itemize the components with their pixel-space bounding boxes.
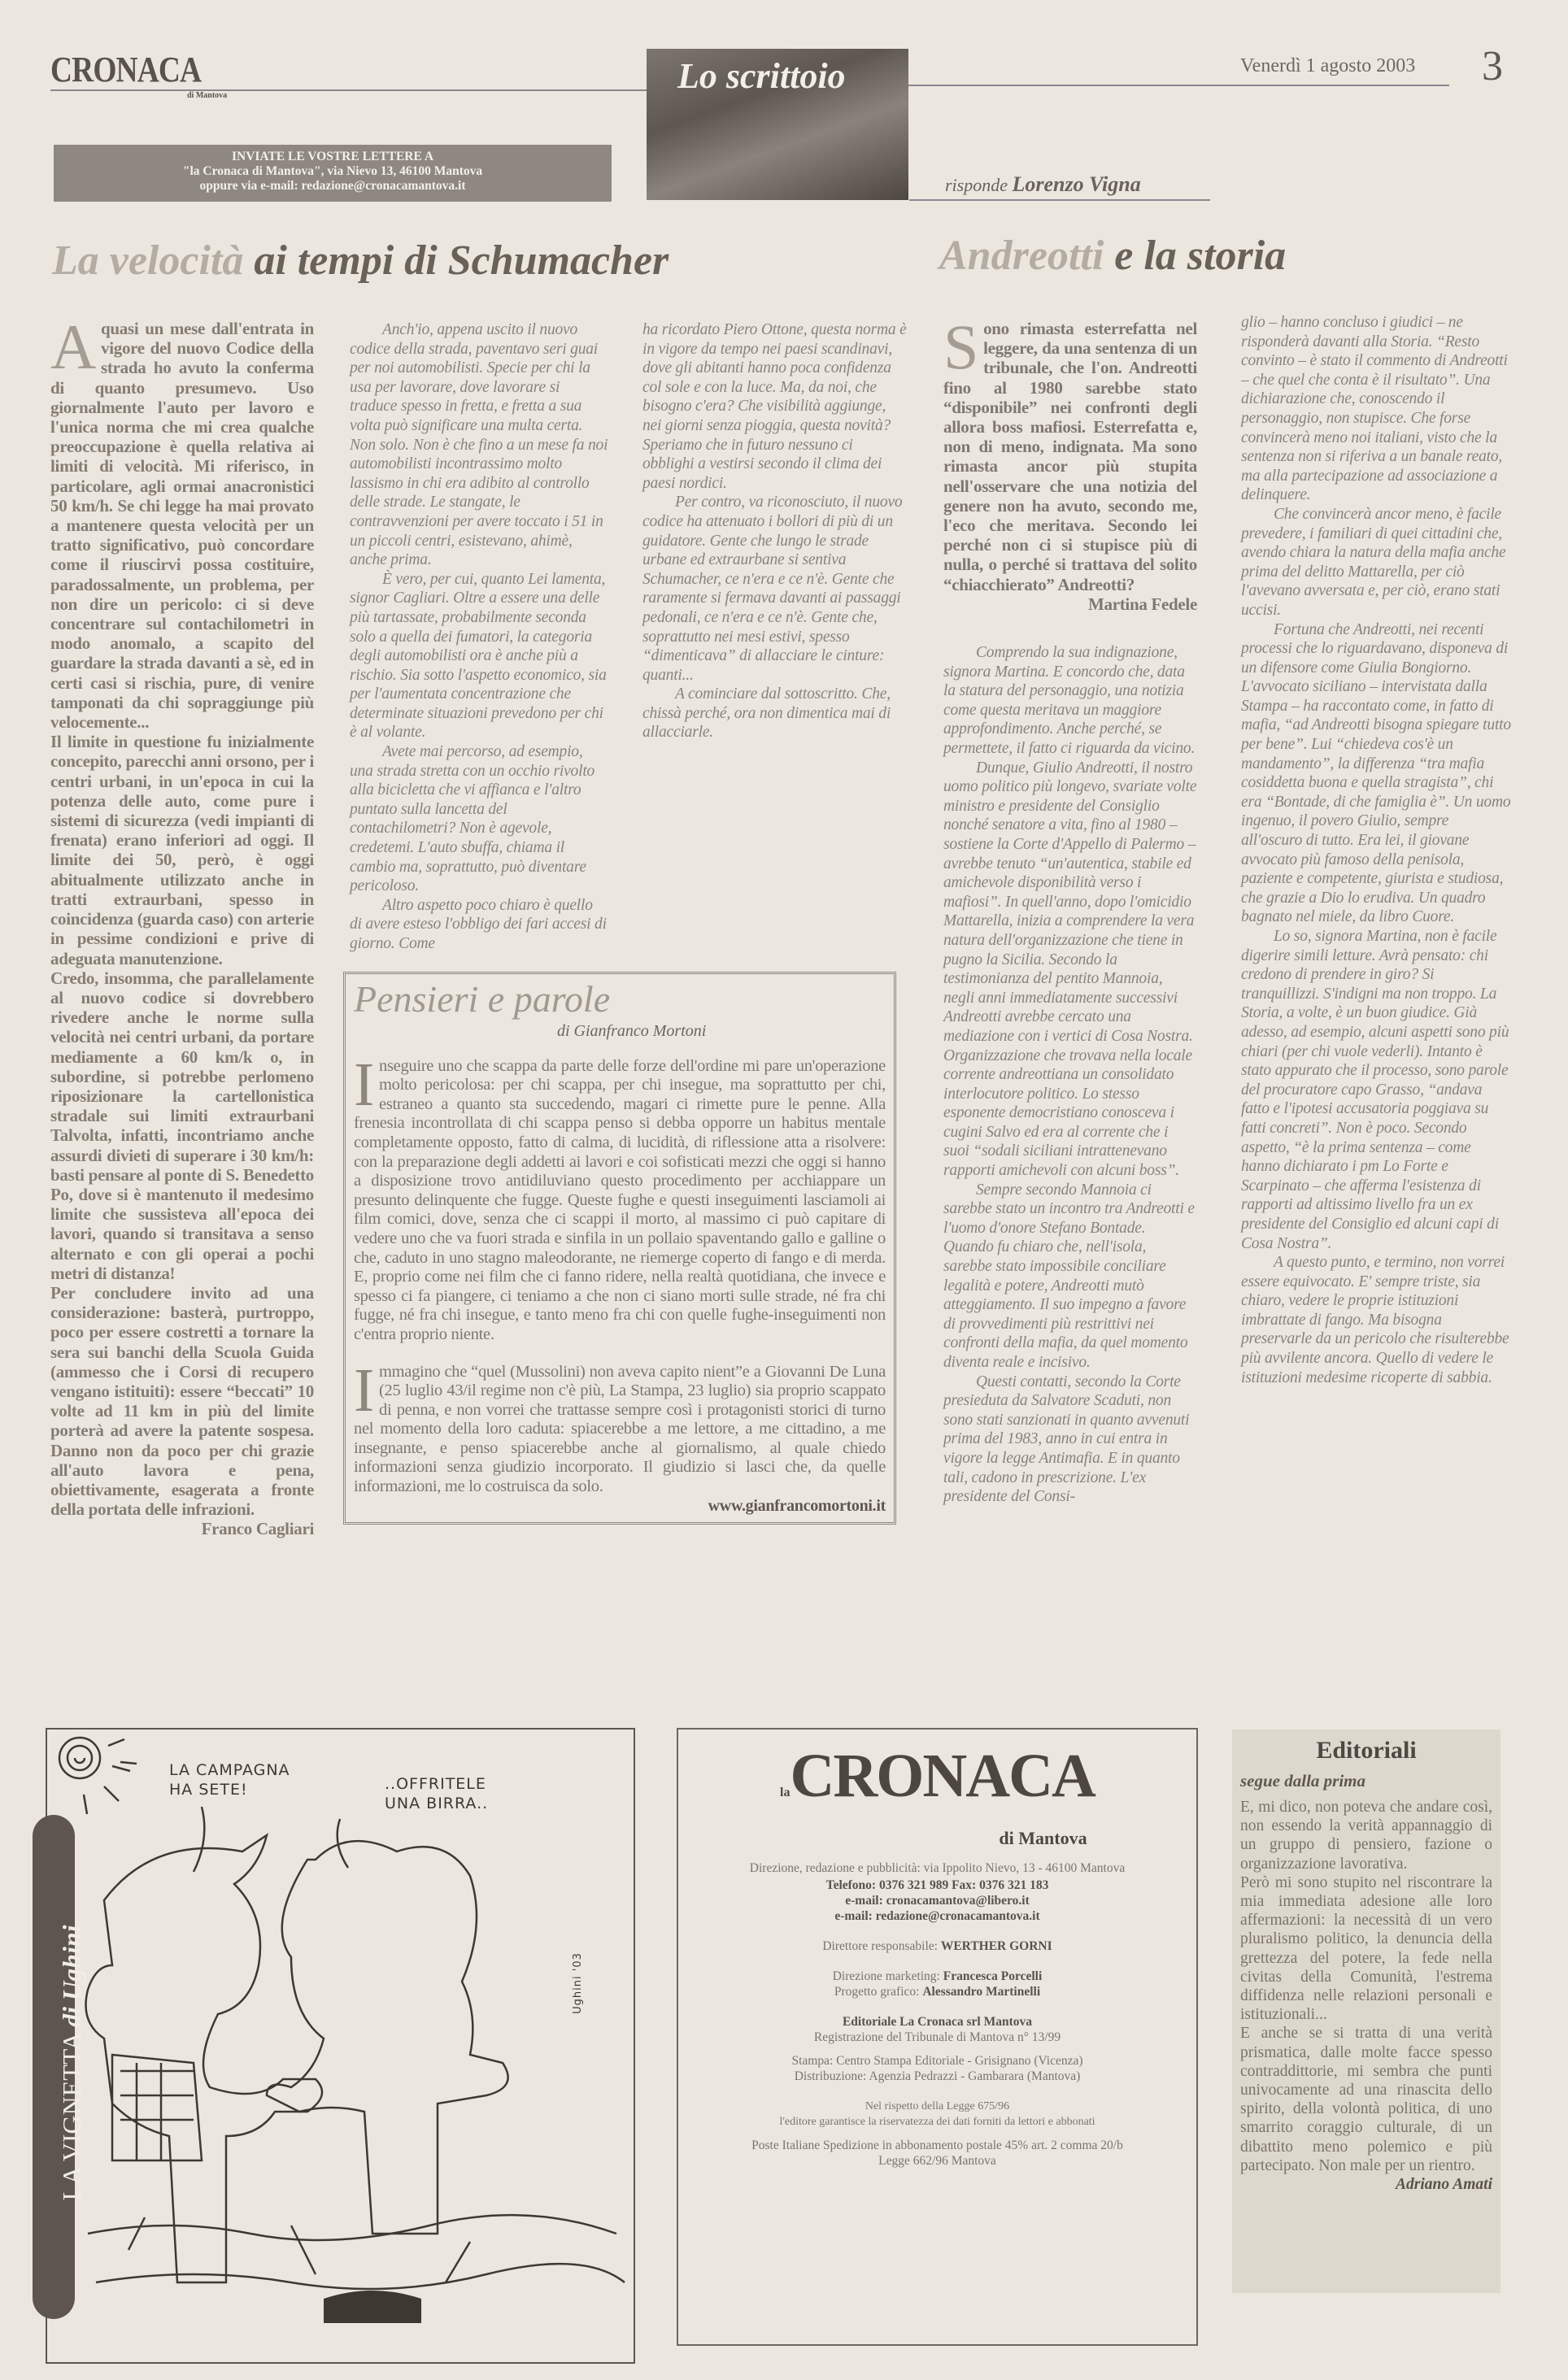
logo-prefix: la bbox=[780, 1786, 791, 1799]
drop-cap: I bbox=[354, 1050, 375, 1119]
columnist-name: Lorenzo Vigna bbox=[1012, 172, 1141, 196]
headline-rest: ai tempi di Schumacher bbox=[254, 237, 669, 284]
registration: Registrazione del Tribunale di Mantova n° 13/99 bbox=[813, 2030, 1061, 2044]
printer: Stampa: Centro Stampa Editoriale - Grisignano (Vicenza) bbox=[791, 2054, 1083, 2068]
reply-speed-col2 bbox=[642, 320, 908, 742]
cracked-ground bbox=[88, 2215, 625, 2289]
header-rule-right bbox=[908, 85, 1449, 86]
letter-fedele bbox=[943, 311, 1197, 614]
reply-andreotti-col2 bbox=[1241, 313, 1513, 1387]
speech-line: HA SETE! bbox=[169, 1781, 248, 1799]
reply-paragraph: A questo punto, e termino, non vorrei essere equivocato. E' sempre triste, sia chiaro, vedere le proprie istituzioni imbrattate di fango. Ma bisogna preservarle da un pericolo che risulterebbe più avvilente ancora. Quello di vedere le istituzioni medesime ricoperte di sabbia. bbox=[1241, 1254, 1509, 1386]
drop-cap: A bbox=[50, 311, 97, 382]
editorial-paragraph: Però mi sono stupito nel riscontrare la mia immediata adesione alle loro affermazioni: la necessità di un vero pluralismo politico, la denuncia della grettezza del potere, la fede nella civitas della Comunità, l'estrema diffidenza nelle relazioni personali e istituzionali... bbox=[1240, 1873, 1492, 2024]
letter-signature: Martina Fedele bbox=[1087, 594, 1197, 614]
marketing-name: Francesca Porcelli bbox=[943, 1969, 1043, 1983]
headline-rest: e la storia bbox=[1114, 233, 1287, 279]
editorial-paragraph: E, mi dico, non poteva che andare così, non essendo la verità appannaggio di un gruppo di pensiero, fazione o organizzazione lavorativa. bbox=[1240, 1799, 1492, 1873]
headline-light: La velocità bbox=[52, 237, 244, 284]
box-byline: di Gianfranco Mortoni bbox=[557, 1021, 707, 1040]
reply-paragraph: Che convincerà ancor meno, è facile prevedere, i familiari di quei cittadini che, avendo chiara la natura della mafia anche prima del delitto Mattarella, per ciò l'avevano avversata e, per ciò, erano stati uccisi. bbox=[1241, 505, 1506, 619]
credit-rule bbox=[909, 199, 1210, 201]
director-label: Direttore responsabile: bbox=[822, 1939, 938, 1953]
privacy-notice: l'editore garantisce la riservatezza dei dati forniti da lettori e abbonati bbox=[779, 2116, 1095, 2128]
graphic-name: Alessandro Martinelli bbox=[922, 1985, 1041, 1999]
speech-line: LA CAMPAGNA bbox=[169, 1761, 290, 1779]
masthead-address: Direzione, redazione e pubblicità: via Ippolito Nievo, 13 - 46100 Mantova bbox=[749, 1861, 1126, 1875]
cartoon-label bbox=[57, 1811, 86, 2315]
box-paragraph: nseguire uno che scappa da parte delle forze dell'ordine mi pare un'operazione molto pericolosa: per chi scappa, per chi insegue, ma soprattutto per chi, estraneo a quanto sta succedendo, magari ci rimette pure le penne. Alla frenesia incontrollata di chi scappa penso si debba opporre un habitus mentale completamente opposto, fatto di calma, di lucidità, di riflessione atta a risolvere: con la preparazione degli addetti ai lavori e coi sofisticati mezzi che oggi si hanno a disposizione trovo antidiluviano questo procedimento per acchiappare un presunto delinquente che fugge. Queste fughe e questi inseguimenti lasciamoli ai film comici, dove, senza che ci scappi il morto, al massimo ci può capitare di vedere uno che va fuori strada e sinfila in un pollaio spaventando gallo e galline o che, caduto in uno stagno maleodorante, ne riemerge coperto di fango e di merda. E, proprio come nei film che ci fanno ridere, nella realtà quotidiana, che invece e spesso ci fa piangere, ci teniamo a che non ci siano morti sulle strade, né fra chi fugge, né fra chi insegue, e tanto meno fra chi con quelle fughe-inseguimenti non c'entra proprio niente. bbox=[354, 1056, 886, 1343]
section-header-photo bbox=[647, 49, 908, 200]
marketing-label: Direzione marketing: bbox=[832, 1969, 940, 1983]
speech-line: UNA BIRRA.. bbox=[385, 1795, 489, 1812]
reply-speed-col1 bbox=[350, 320, 608, 954]
speech-bubble-man bbox=[385, 1774, 488, 1813]
andreotti-column-flow bbox=[943, 311, 1197, 1507]
send-letters-line: INVIATE LE VOSTRE LETTERE A bbox=[231, 150, 434, 163]
director-name: WERTHER GORNI bbox=[940, 1939, 1052, 1953]
reply-paragraph: Lo so, signora Martina, non è facile digerire simili letture. Avrà pensato: chi credono di prendere in giro? Si tranquillizzi. S'indigni ma non troppo. La Storia, a volte, è un buon giudice. Già adesso, ad esempio, alcuni aspetti sono più chiari (per chi vuole vederli). Intanto è stato appurato che il processo, sono parole del procuratore capo Grasso, “andava fatto e l'ipotesi accusatoria poggiava su fatti concreti”. Non è poco. Secondo aspetto, “è la prima sentenza – come hanno dichiarato i pm Lo Forte e Scarpinato – che afferma l'esistenza di rapporti ad altissimo livello fra un ex presidente del Consiglio ed alcuni capi di Cosa Nostra”. bbox=[1241, 928, 1509, 1252]
drop-cap: I bbox=[354, 1355, 375, 1425]
distribution: Distribuzione: Agenzia Pedrazzi - Gambarara (Mantova) bbox=[794, 2069, 1081, 2083]
masthead-logo bbox=[678, 1741, 1196, 1828]
letter-cagliari bbox=[50, 311, 314, 1539]
reply-paragraph: Questi contatti, secondo la Corte presieduta da Salvatore Scaduti, non sono stati sanzionati in quanto avvenuti prima del 1983, anno in cui entra in vigore la legge Antimafia. E in quanto tali, cadono in prescrizione. L'ex presidente del Consi- bbox=[943, 1373, 1190, 1506]
masthead-box bbox=[677, 1728, 1198, 2346]
reply-paragraph: ha ricordato Piero Ottone, questa norma è in vigore da tempo nei paesi scandinavi, dove gli abitanti hanno poca confidenza col sole e con la luce. Ma, da noi, che bisogno c'era? Che visibilità aggiunge, nei giorni senza pioggia, questa novità? Speriamo che in futuro nessuno ci obblighi a vestirsi secondo il clima dei paesi nordici. bbox=[642, 321, 907, 492]
letter-paragraph: ono rimasta esterrefatta nel leggere, da una sentenza di un tribunale, che l'on. Andreotti fino al 1980 sarebbe stato “disponibile” nei confronti degli allora boss mafiosi. Esterrefatta e, non di meno, indignata. Ma sono rimasta ancor più stupita nell'osservare che una notizia del genere non ha avuto, secondo me, l'eco che meritava. Secondo lei perché non ci si stupisce più di nulla, o perché si trattava del solito “chiacchierato” Andreotti? bbox=[943, 319, 1197, 594]
graphic-label: Progetto grafico: bbox=[834, 1985, 920, 1999]
cartoonist-signature: Ughini '03 bbox=[571, 1952, 584, 2014]
editorial-signature: Adriano Amati bbox=[1395, 2176, 1492, 2194]
reply-paragraph: Comprendo la sua indignazione, signora Martina. E concordo che, data la statura del personaggio, una notizia come questa meritava un maggiore approfondimento. Anche perché, se permettete, il fatto ci riguarda da vicino. bbox=[943, 644, 1196, 758]
letter-paragraph: quasi un mese dall'entrata in vigore del nuovo Codice della strada ho avuto la conferma di quanto presumevo. Uso giornalmente l'auto per lavoro e l'unica norma che mi crea qualche preoccupazione è quella relativa ai limiti di velocità. Mi riferisco, in particolare, agli ormai anacronistici 50 km/h. Se chi legge ha mai provato a mantenere questa velocità per un tratto significativo, può concordare come il riuscirvi possa costituire, paradossalmente, un problema, per non dire un pericolo: ci si deve concentrare sul contachilometri in modo anomalo, a scapito del guardare la strada davanti a sè, ed in certi casi si rischia, pure, di venire tamponati da chi sopraggiunge più velocemente... bbox=[50, 319, 314, 733]
reply-paragraph: È vero, per cui, quanto Lei lamenta, signor Cagliari. Oltre a essere una delle più tartassate, probabilmente seconda solo a quella dei fumatori, la categoria degli automobilisti ora è anche più a rischio. Sia sotto l'aspetto economico, sia per l'aumentata concentrazione che determinate situazioni prevedono per chi è al volante. bbox=[350, 570, 607, 742]
editorials-subtitle: segue dalla prima bbox=[1240, 1771, 1366, 1790]
headline-andreotti bbox=[939, 231, 1286, 281]
masthead-phone: Telefono: 0376 321 989 Fax: 0376 321 183 bbox=[825, 1878, 1049, 1892]
editorials-title: Editoriali bbox=[1316, 1737, 1417, 1764]
privacy-notice: Nel rispetto della Legge 675/96 bbox=[865, 2100, 1010, 2112]
cartoon-panel bbox=[46, 1728, 635, 2364]
page-number: 3 bbox=[1482, 43, 1503, 89]
headline-light: Andreotti bbox=[939, 233, 1104, 279]
reply-paragraph: Per contro, va riconosciuto, il nuovo codice ha attenuato i bollori di più di un guidatore. Gente che lungo le strade urbane ed extraurbane si sentiva Schumacher, ce n'era e ce n'è. Gente che raramente si fermava davanti ai passaggi pedonali, ce n'era e ce n'è. Gente che, soprattutto nei mesi estivi, spesso “dimenticava” di allacciare le cinture: quanti... bbox=[642, 494, 903, 684]
postal-notice: Poste Italiane Spedizione in abbonamento postale 45% art. 2 comma 20/b bbox=[751, 2139, 1123, 2152]
reply-paragraph: Avete mai percorso, ad esempio, una strada stretta con un occhio rivolto alla bicicletta che vi affianca e l'altro puntato sulla lancetta del contachilometri? Non è agevole, credetemi. L'auto sbuffa, chiama il cambio ma, soprattutto, può diventare pericoloso. bbox=[350, 743, 595, 895]
reply-paragraph: Anch'io, appena uscito il nuovo codice della strada, paventavo seri guai per noi automobilisti. Specie per chi la usa per lavorare, dove lavorare si traduce spesso in fretta, e fretta a sua volta può significare una multa certa. Non solo. Non è che fino a un mese fa noi automobilisti incontrassimo molto lassismo in chi era adibito al controllo delle strade. Le stangate, le contravvenzioni per avere toccato i 51 in un piccoli centri, esistevano, ahimè, anche prima. bbox=[350, 321, 608, 569]
header-rule-left bbox=[50, 89, 647, 91]
newspaper-logo: CRONACA bbox=[50, 50, 202, 89]
headline-speed bbox=[52, 236, 669, 286]
cartoon-drawing bbox=[47, 1730, 634, 2362]
speech-tail bbox=[194, 1807, 204, 1872]
letter-paragraph: Il limite in questione fu inizialmente concepito, parecchi anni orsono, per i centri urbani, in un'epoca in cui la potenza delle auto, come pure i sistemi di sicurezza (vedi impianti di frenata) erano inferiori ad oggi. Il limite dei 50, però, è oggi abitualmente utilizzato anche in tratti extraurbani, spesso in coincidenza (guarda caso) con arterie in pessime condizioni e prive di adeguata manutenzione. bbox=[50, 732, 314, 968]
reply-paragraph: A cominciare dal sottoscritto. Che, chissà perché, ora non dimentica mai di allacciarle. bbox=[642, 685, 891, 742]
speech-bubble-farmer bbox=[169, 1760, 290, 1799]
send-letters-box bbox=[54, 145, 612, 202]
farmer-shirt bbox=[112, 2055, 202, 2160]
responds-prefix: risponde bbox=[945, 175, 1008, 195]
man-figure bbox=[267, 1841, 508, 2234]
editorials-body bbox=[1240, 1798, 1492, 2194]
postal-notice: Legge 662/96 Mantova bbox=[878, 2154, 996, 2168]
issue-date: Venerdì 1 agosto 2003 bbox=[1240, 55, 1416, 76]
columnist-credit bbox=[945, 172, 1141, 198]
letter-paragraph: Credo, insomma, che parallelamente al nuovo codice si dovrebbero rivedere anche le norme sulla velocità nei centri urbani, da portare mediamente a 60 km/k o, in subordine, si potrebbe perlomeno riposizionare la cartellonistica stradale sui limiti extraurbani Talvolta, infatti, incontriamo anche assurdi divieti di superare i 30 km/h: basti pensare al ponte di S. Benedetto Po, dove si è mantenuto il medesimo limite che sussisteva all'epoca dei lavori, quando si transitava a senso alternato e con gli operai a pochi metri di distanza! bbox=[50, 968, 314, 1283]
speech-line: ..OFFRITELE bbox=[385, 1775, 486, 1793]
reply-andreotti-col1 bbox=[943, 643, 1197, 1507]
masthead-email[interactable]: e-mail: redazione@cronacamantova.it bbox=[834, 1909, 1040, 1923]
masthead-logo-subtitle: di Mantova bbox=[999, 1828, 1087, 1848]
masthead-email[interactable]: e-mail: cronacamantova@libero.it bbox=[845, 1894, 1030, 1908]
sun-icon bbox=[59, 1738, 100, 1778]
editorial-paragraph: E anche se si tratta di una verità prismatica, dalle molte facce spesso contraddittorie, mi sembra che punti univocamente ad una rinascita dello spirito, della volontà politica, di uno smarrito coraggio culturale, di un dibattito meno polemico e più partecipato. Non male per un rientro. bbox=[1240, 2025, 1492, 2174]
send-letters-line: "la Cronaca di Mantova", via Nievo 13, 46100 Mantova bbox=[182, 164, 483, 178]
letter-signature: Franco Cagliari bbox=[201, 1519, 314, 1539]
reply-paragraph: Fortuna che Andreotti, nei recenti processi che lo riguardavano, disponeva di un difensore come Giulia Bongiorno. L'avvocato siciliano – intervistata dalla Stampa – ha raccontato come, in fatto di mafia, “ad Andreotti bisogna spiegare tutto per bene”. Lui “chiedeva cos'è un mandamento”, la differenza “tra mafia cosiddetta buona e quella stragista”, chi era “Bontade, di che famiglia è”. Un uomo ingenuo, il povero Giulio, sempre all'oscuro di tutto. Era lei, il giovane avvocato più famoso della penisola, paziente e competente, giurista e studiosa, che grazie a Dio lo erudiva. Un quadro bagnato nel miele, da libro Cuore. bbox=[1241, 620, 1511, 926]
author-website-link[interactable]: www.gianfrancomortoni.it bbox=[708, 1496, 886, 1515]
reply-paragraph: glio – hanno concluso i giudici – ne risponderà davanti alla Storia. “Resto convinto – è stato il commento di Andreotti – che quel che conta è il risultato”. Una dichiarazione che, conoscendo il personaggio, non stupisce. Che forse convincerà meno noi italiani, visto che la sentenza non si riferiva a un banale reato, ma alla partecipazione ad associazione a delinquere. bbox=[1241, 314, 1508, 504]
logo-text: CRONACA bbox=[790, 1742, 1095, 1810]
reply-paragraph: Dunque, Giulio Andreotti, il nostro uomo politico più longevo, svariate volte ministro e presidente del Consiglio nonché senatore a vita, fino al 1980 – sostiene la Corte d'Appello di Palermo – avrebbe tenuto “un'autentica, stabile ed amichevole disponibilità verso i mafiosi”. In quell'anno, dopo l'omicidio Mattarella, inizia a comprendere la vera natura dell'organizzazione che tiene in pugno la Sicilia. Secondo la testimonianza del pentito Mannoia, negli anni immediatamente successivi Andreotti avrebbe cercato una mediazione con i vertici di Cosa Nostra. Organizzazione che trovava nella locale corrente andreottiana un consolidato interlocutore politico. Lo stesso esponente democristiano conosceva i cugini Salvo ed era al corrente che i suoi “sodali siciliani intrattenevano rapporti amichevoli con alcuni boss”. bbox=[943, 759, 1197, 1180]
letter-paragraph: Per concludere invito ad una considerazione: basterà, purtroppo, poco per essere costretti a tornare la sera sui banchi della Scuola Guida (ammesso che i Corsi di recupero vengano istituiti): essere “beccati” 10 volte ad 11 km in più del limite porterà ad avere la patente sospesa. Danno non da poco per chi grazie all'auto lavora e pena, obiettivamente, esagerata a fronte della portata delle infrazioni. bbox=[50, 1282, 314, 1520]
reply-paragraph: Sempre secondo Mannoia ci sarebbe stato un incontro tra Andreotti e l'uomo d'onore Stefano Bontade. Quando fu chiaro che, nell'isola, sarebbe stato impossibile conciliare legalità e potere, Andreotti mutò atteggiamento. Il suo impegno a favore di provvedimenti più restrittivi nei confronti della mafia, da quel momento diventa reale e incisivo. bbox=[943, 1181, 1195, 1372]
box-paragraph: mmagino che “quel (Mussolini) non aveva capito nient”e a Giovanni De Luna (25 luglio 43/il regime non c'è più, La Stampa, 23 luglio) sia proprio scappato di penna, e non vorrei che trattasse sempre così i protagonisti storici di turno nel momento della loro caduta: spiacerebbe a me lettore, a me cittadino, a me insegnante, e penso spiacerebbe anche al giornalismo, al quale chiedo informazioni senza giudizio incorporato. Il giudizio si lasci che, da quelle informazioni, me lo costruisca da solo. bbox=[354, 1362, 886, 1496]
drop-cap: S bbox=[943, 311, 979, 382]
cartoon-author: di Ughini bbox=[57, 1925, 86, 2027]
box-title: Pensieri e parole bbox=[354, 977, 611, 1020]
reply-paragraph: Altro aspetto poco chiaro è quello di avere esteso l'obbligo dei fari accesi di giorno. Come bbox=[350, 896, 607, 952]
cartoon-label-title: LA VIGNETTA bbox=[57, 2033, 86, 2201]
send-letters-line: oppure via e-mail: redazione@cronacamantova.it bbox=[199, 179, 466, 193]
publisher: Editoriale La Cronaca srl Mantova bbox=[842, 2015, 1033, 2029]
box-body bbox=[354, 1050, 886, 1516]
section-title: Lo scrittoio bbox=[677, 56, 846, 96]
newspaper-logo-subtitle: di Mantova bbox=[187, 91, 228, 100]
editorials-box bbox=[1232, 1730, 1500, 2293]
pensieri-e-parole-box bbox=[343, 972, 896, 1525]
